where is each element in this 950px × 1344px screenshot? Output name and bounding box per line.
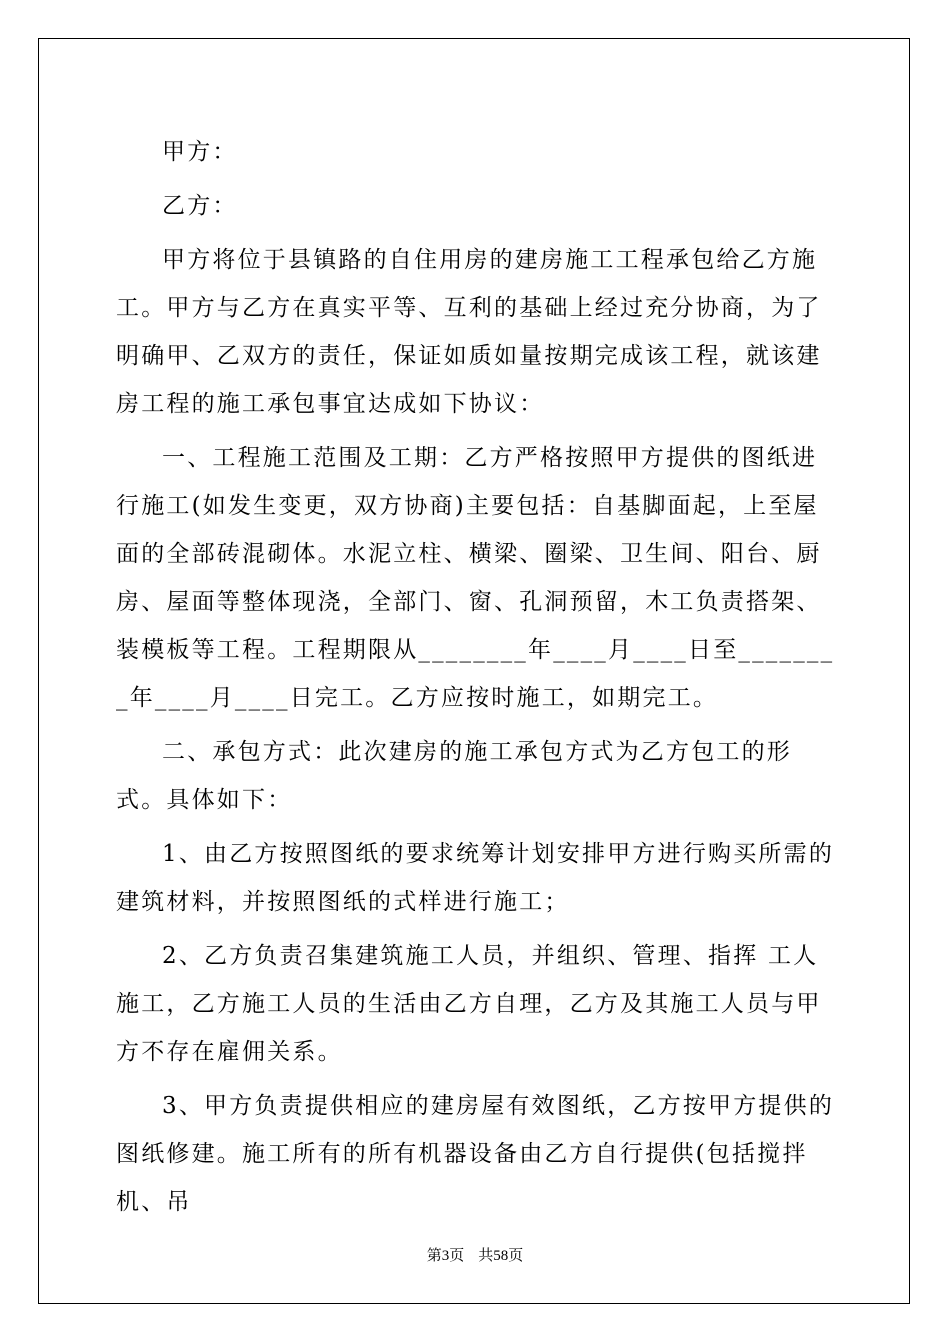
party-a-line: 甲方： (162, 139, 238, 165)
document-body (116, 128, 836, 1232)
page-footer (0, 1246, 950, 1266)
clause-scope-and-schedule: 一、工程施工范围及工期：乙方严格按照甲方提供的图纸进行施工(如发生变更，双方协商)主要包括：自基脚面起，上至屋面的全部砖混砌体。水泥立柱、横梁、圈梁、卫生间、阳台、厨房、屋面等整体现浇，全部门、窗、孔洞预留，木工负责搭架、装模板等工程。工程期限从________年____月____日至________年____月____日完工。乙方应按时施工，如期完工。 (116, 445, 835, 711)
clause-contract-method: 二、承包方式：此次建房的施工承包方式为乙方包工的形式。具体如下： (116, 739, 792, 813)
page-total: 共58页 (478, 1248, 524, 1264)
clause-item-1: 1、由乙方按照图纸的要求统筹计划安排甲方进行购买所需的建筑材料，并按照图纸的式样进行施工； (116, 841, 835, 915)
clause-item-2: 2、乙方负责召集建筑施工人员，并组织、管理、指挥 工人施工，乙方施工人员的生活由乙方自理，乙方及其施工人员与甲方不存在雇佣关系。 (116, 943, 822, 1065)
party-b-line: 乙方： (162, 193, 238, 219)
intro-paragraph: 甲方将位于县镇路的自住用房的建房施工工程承包给乙方施工。甲方与乙方在真实平等、互利的基础上经过充分协商，为了明确甲、乙双方的责任，保证如质如量按期完成该工程，就该建房工程的施工承包事宜达成如下协议： (116, 247, 822, 417)
page-number: 第3页 (426, 1248, 465, 1264)
clause-item-3: 3、甲方负责提供相应的建房屋有效图纸，乙方按甲方提供的图纸修建。施工所有的所有机器设备由乙方自行提供(包括搅拌机、吊 (116, 1093, 835, 1215)
